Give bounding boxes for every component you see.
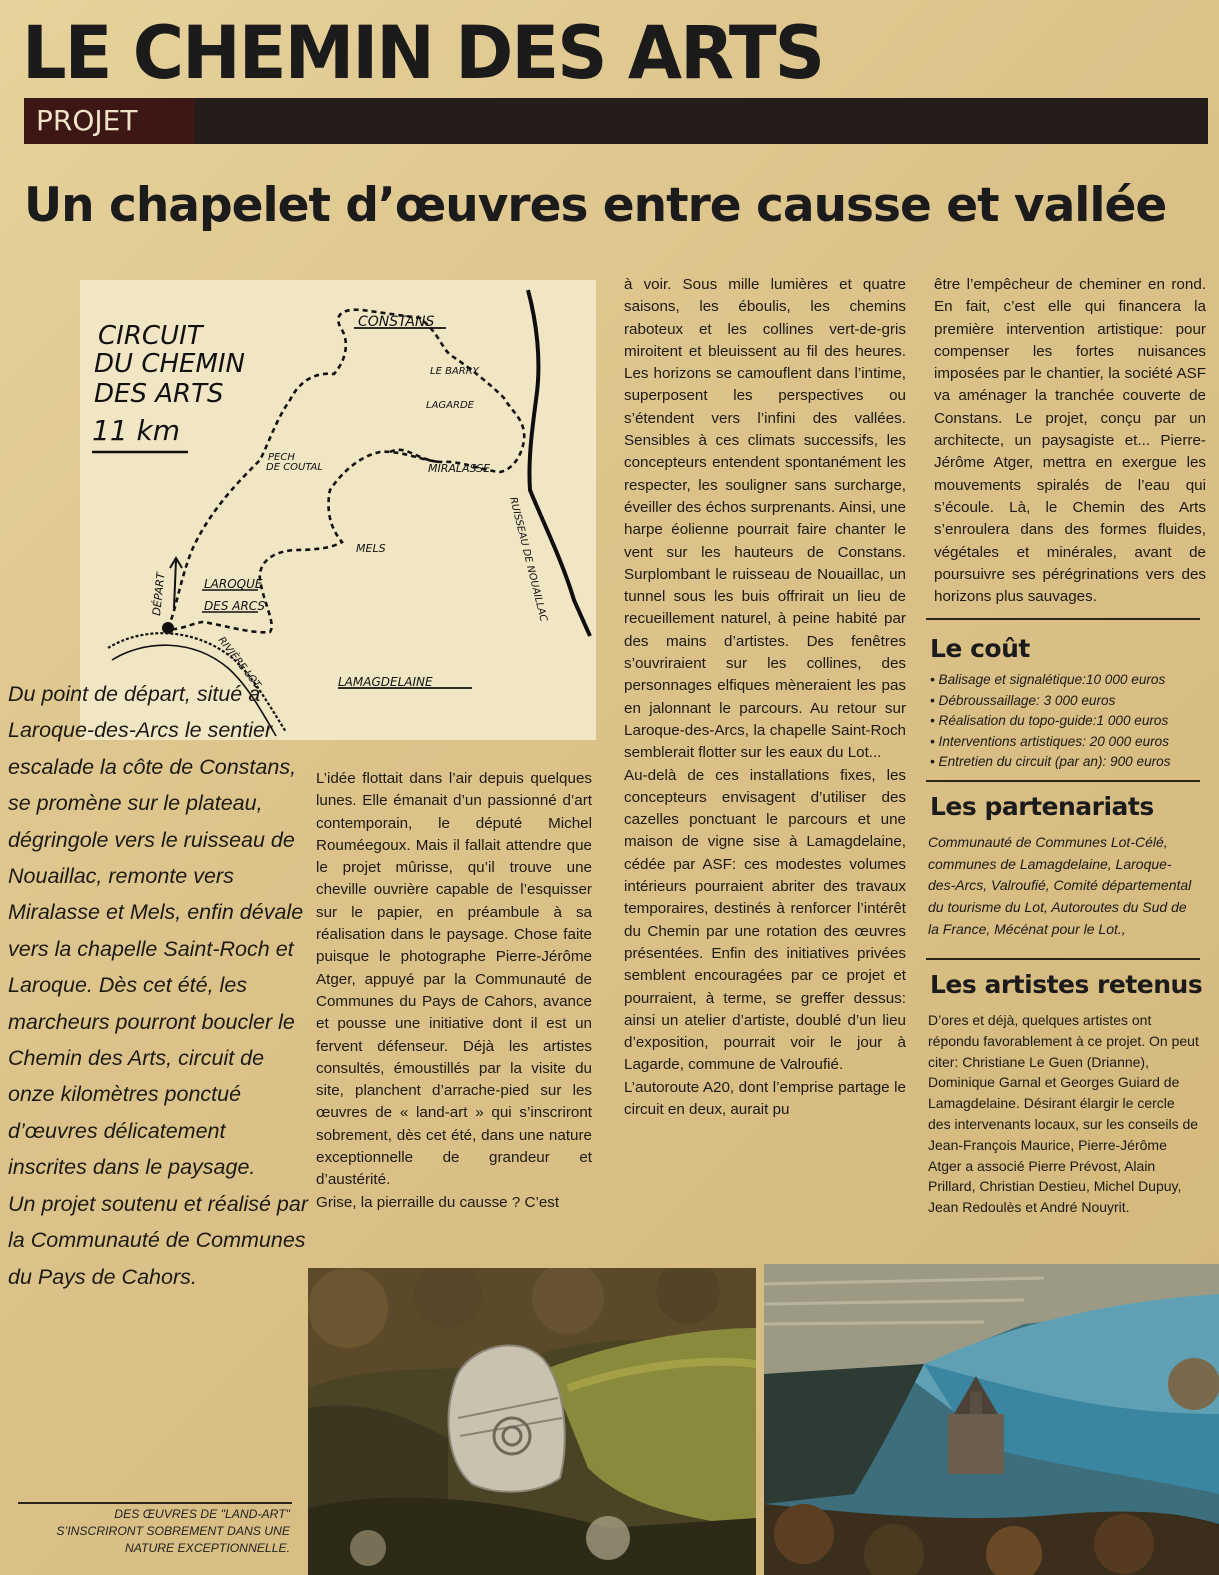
photo-land-art-stone <box>308 1268 756 1575</box>
map-label-miralasse: MIRALASSE <box>428 462 491 475</box>
section-label: PROJET <box>36 104 138 137</box>
cost-list <box>930 670 1210 773</box>
divider <box>926 958 1200 960</box>
intro-paragraph: Du point de départ, situé à Laroque-des-Arcs le sentier escalade la côte de Constans, se promène sur le plateau, dégringole vers le ruisseau de Nouaillac, remonte vers Miralasse et Mels, enfin dévale vers la chapelle Saint-Roch et Laroque. Dès cet été, les marcheurs pourront boucler le Chemin des Arts, circuit de onze kilomètres ponctué d’œuvres délicatement inscrites dans le paysage. <box>8 682 304 1180</box>
map-title-line3: DES ARTS <box>94 379 224 409</box>
cost-item: • Balisage et signalétique:10 000 euros <box>930 670 1210 691</box>
artists-heading: Les artistes retenus <box>930 970 1203 999</box>
article-paragraph: à voir. Sous mille lumières et quatre saisons, les éboulis, les chemins raboteux et les collines vert-de-gris miroitent et bleuissent au fil des heures. Les horizons se camouflent dans l’intime, superposent les perspectives ou s’étendent vers l’infini des vallées. Sensibles à ces climats successifs, les concepteurs entendent spontanément les respecter, les souligner sans surcharge, éveiller des échos surprenants. Ainsi, une harpe éolienne pourrait faire chanter le vent sur les hauteurs de Constans. Surplombant le ruisseau de Nouaillac, un tunnel sous les buis offrirait un lieu de recueillement naturel, à peine habité par des mains d’artistes. Des fenêtres s’ouvriraient sur les collines, des personnages elfiques mèneraient les pas en jalonnant le parcours. Au retour sur Laroque-des-Arcs, la chapelle Saint-Roch semblerait flotter sur les eaux du Lot... <box>624 276 906 762</box>
cost-item: • Entretien du circuit (par an): 900 euros <box>930 752 1210 773</box>
map-label-lagarde: LAGARDE <box>426 400 474 411</box>
map-label-laroque-2: DES ARCS <box>204 599 266 613</box>
article-paragraph: L’autoroute A20, dont l’emprise partage le circuit en deux, aurait pu <box>624 1078 906 1118</box>
artists-text: D’ores et déjà, quelques artistes ont répondu favorablement à ce projet. On peut citer: Christiane Le Guen (Drianne), Dominique Garnal et Georges Guiard de Lamagdelaine. Désirant élargir le cercle des intervenants locaux, sur les conseils de Jean-François Maurice, Pierre-Jérôme Atger a associé Pierre Prévost, Alain Prillard, Christian Destieu, Michel Dupuy, Jean Redoulès et André Nouyrit. <box>928 1012 1199 1216</box>
circuit-map <box>80 280 596 740</box>
divider <box>926 618 1200 620</box>
cost-heading: Le coût <box>930 634 1030 663</box>
map-label-laroque-1: LAROQUE <box>204 577 263 591</box>
partners-text: Communauté de Communes Lot-Célé, communes de Lamagdelaine, Laroque-des-Arcs, Valroufié, Comité départemental du tourisme du Lot, Autoroutes du Sud de la France, Mécénat pour le Lot., <box>928 834 1192 937</box>
article-paragraph: Grise, la pierraille du causse ? C’est <box>316 1193 560 1211</box>
map-label-pech-1: PECH <box>268 452 295 463</box>
map-label-le-barry: LE BARRY <box>430 366 479 377</box>
intro-credit: Un projet soutenu et réalisé par la Communauté de Communes du Pays de Cahors. <box>8 1191 308 1289</box>
map-label-pech-2: DE COUTAL <box>266 462 323 473</box>
caption-line: NATURE EXCEPTIONNELLE. <box>124 1541 290 1555</box>
article-column-2 <box>624 274 906 1121</box>
cost-item: • Réalisation du topo-guide:1 000 euros <box>930 711 1210 732</box>
map-label-mels: MELS <box>356 542 386 555</box>
map-label-depart: DÉPART <box>150 571 168 617</box>
intro-text <box>8 676 308 1295</box>
page-title: LE CHEMIN DES ARTS <box>22 9 824 97</box>
map-label-ruisseau: RUISSEAU DE NOUAILLAC <box>507 496 549 623</box>
map-label-lamagdelaine: LAMAGDELAINE <box>338 675 433 689</box>
caption-divider <box>18 1502 292 1504</box>
article-headline: Un chapelet d’œuvres entre causse et vallée <box>24 178 1167 233</box>
map-label-constans: CONSTANS <box>358 314 435 330</box>
article-column-1 <box>316 768 592 1214</box>
photo-chapel-on-river <box>764 1264 1219 1575</box>
article-paragraph: Au-delà de ces installations fixes, les concepteurs envisagent d’utiliser des cazelles ponctuant le parcours et une maison de vigne sise à Lamagdelaine, cédée par ASF: ces modestes volumes intérieurs pourraient abriter des travaux temporaires, destinés à renforcer l’intérêt du Chemin par une rotation des œuvres présentées. Enfin des initiatives privées semblent encouragées par ce projet et pourraient, à terme, se greffer dessus: ainsi un atelier d’artiste, doublé d’un lieu d’exposition, pourrait voir le jour à Lagarde, commune de Valroufié. <box>624 766 906 1074</box>
cost-item: • Débroussaillage: 3 000 euros <box>930 691 1210 712</box>
divider <box>926 780 1200 782</box>
cost-item: • Interventions artistiques: 20 000 euros <box>930 732 1210 753</box>
caption-line: S’INSCRIRONT SOBREMENT DANS UNE <box>56 1524 290 1538</box>
depart-marker <box>162 622 174 634</box>
caption-line: DES ŒUVRES DE "LAND-ART" <box>114 1507 290 1521</box>
map-title-line2: DU CHEMIN <box>94 349 245 379</box>
map-title-line1: CIRCUIT <box>98 321 203 351</box>
section-band <box>24 98 1208 144</box>
partners-heading: Les partenariats <box>930 792 1154 821</box>
map-label-riviere: RIVIÈRE LOT <box>215 635 263 691</box>
article-paragraph: être l’empêcheur de cheminer en rond. En fait, c’est elle qui financera la première intervention artistique: pour compenser les fortes nuisances imposées par le chantier, la société ASF va aménager la tranchée couverte de Constans. Le projet, conçu par un architecte, un paysagiste et... Pierre-Jérôme Atger, mettra en exergue les mouvements spiralés de l’eau qui s’écoule. Là, le Chemin des Arts s’enroulera dans des formes fluides, végétales et minérales, avant de poursuivre ses pérégrinations vers des horizons plus sauvages. <box>934 276 1206 606</box>
article-column-3 <box>934 274 1206 608</box>
photo-caption <box>18 1506 290 1557</box>
article-paragraph: L’idée flottait dans l’air depuis quelques lunes. Elle émanait d’un passionné d’art contemporain, le député Michel Rouméegoux. Mais il fallait attendre que le projet mûrisse, qu’il trouve une cheville ouvrière capable de l’esquisser sur le papier, en préambule à sa réalisation dans le paysage. Chose faite puisque le photographe Pierre-Jérôme Atger, appuyé par la Communauté de Communes du Pays de Cahors, avance et pousse une initiative dont il est un fervent défenseur. Déjà les artistes consultés, émoustillés par la visite du site, planchent d’arrache-pied sur les œuvres de « land-art » qui s’inscriront sobrement, dès cet été, dans une nature exceptionnelle de grandeur et d’austérité. <box>316 770 592 1189</box>
map-distance: 11 km <box>92 414 181 447</box>
